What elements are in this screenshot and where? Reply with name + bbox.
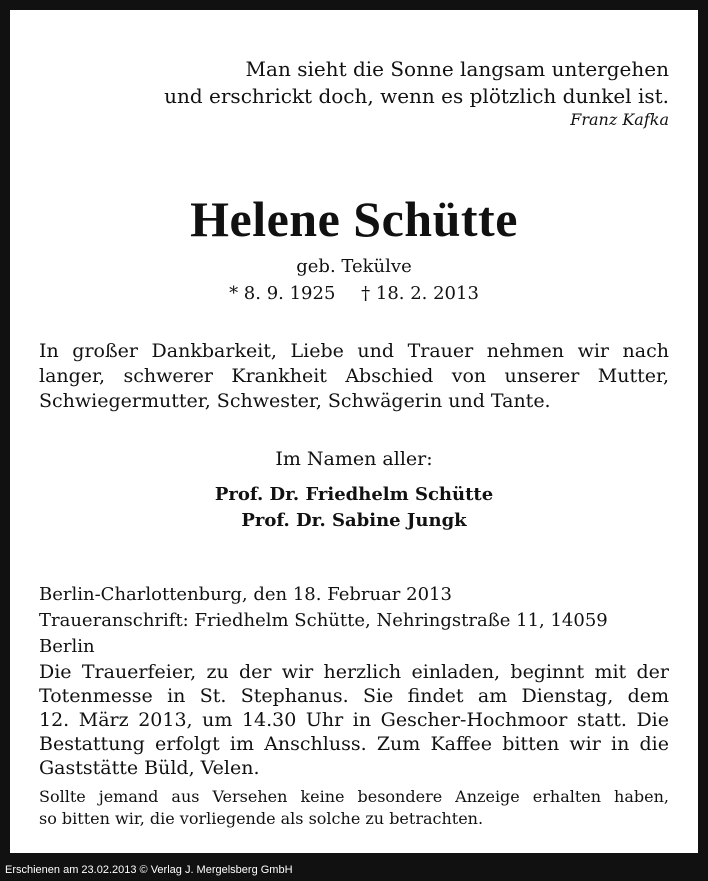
farewell-text — [39, 339, 669, 414]
ceremony-line-1: Die Trauerfeier, zu der wir herzlich einladen, beginnt mit der — [39, 661, 669, 683]
ceremony-line-3: 12. März 2013, um 14.30 Uhr in Gescher-Hochmoor statt. Die — [39, 709, 669, 731]
farewell-line-2: langer, schwerer Krankheit Abschied von unserer Mutter, — [39, 365, 669, 387]
farewell-line-3: Schwiegermutter, Schwester, Schwägerin und Tante. — [39, 390, 551, 412]
notice-note — [39, 786, 669, 830]
note-line-1: Sollte jemand aus Versehen keine besondere Anzeige erhalten haben, — [39, 787, 669, 806]
quote-line-2: und erschrickt doch, wenn es plötzlich dunkel ist. — [164, 84, 669, 108]
mourning-address: Traueranschrift: Friedhelm Schütte, Nehringstraße 11, 14059 Berlin — [39, 610, 608, 657]
publisher-footer: Erschienen am 23.02.2013 © Verlag J. Mergelsberg GmbH — [5, 864, 293, 876]
quote-author: Franz Kafka — [570, 110, 669, 129]
note-line-2: so bitten wir, die vorliegende als solche zu betrachten. — [39, 809, 484, 828]
signatories — [39, 482, 669, 534]
signature-intro: Im Namen aller: — [275, 448, 433, 470]
farewell-line-1: In großer Dankbarkeit, Liebe und Trauer nehmen wir nach — [39, 340, 669, 362]
place-and-address — [39, 582, 669, 660]
ceremony-line-4: Bestattung erfolgt im Anschluss. Zum Kaffee bitten wir in die — [39, 733, 669, 755]
maiden-name: geb. Tekülve — [296, 256, 412, 277]
obituary-notice — [10, 10, 698, 853]
death-date: † 18. 2. 2013 — [361, 283, 479, 304]
kafka-quote — [164, 56, 669, 110]
birth-date: * 8. 9. 1925 — [229, 283, 336, 304]
life-dates — [39, 283, 669, 304]
signatory-2: Prof. Dr. Sabine Jungk — [241, 510, 467, 531]
location-date: Berlin-Charlottenburg, den 18. Februar 2013 — [39, 584, 452, 605]
signatory-1: Prof. Dr. Friedhelm Schütte — [214, 484, 494, 505]
ceremony-line-2: Totenmesse in St. Stephanus. Sie findet am Dienstag, dem — [39, 685, 669, 707]
deceased-name: Helene Schütte — [190, 191, 518, 247]
notice-content — [39, 10, 669, 853]
ceremony-text — [39, 660, 669, 780]
quote-line-1: Man sieht die Sonne langsam untergehen — [245, 57, 669, 81]
ceremony-line-5: Gaststätte Büld, Velen. — [39, 757, 260, 779]
